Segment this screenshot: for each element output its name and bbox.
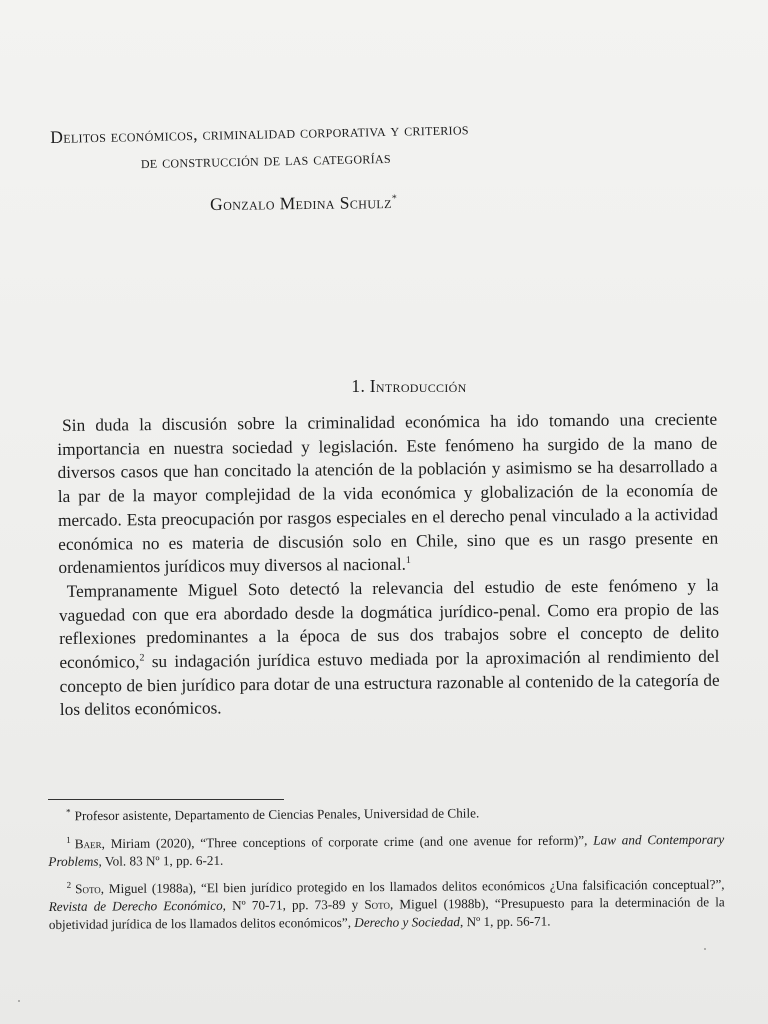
paragraph-2-text-b: su indagación jurídica estuvo mediada por la aproximación al rendimiento del concepto de bien jurídico para dotar de una estructura razonable al contenido de la categoría de los delitos económicos. [59, 646, 720, 720]
title-line-2: de construcción de las categorías [140, 146, 392, 173]
paragraph-1 [57, 408, 719, 580]
paragraph-2 [59, 574, 720, 723]
author-footnote-mark: * [391, 193, 398, 205]
footnotes [48, 799, 725, 940]
footnote-1-mark: 1 [66, 834, 71, 845]
scan-speck [18, 1000, 20, 1002]
footnote-2-journal-2: Derecho y Sociedad [354, 913, 461, 930]
author-text: Gonzalo Medina Schulz [210, 192, 392, 214]
paragraph-2-text-a: Tempranamente Miguel Soto detectó la relevancia del estudio de este fenómeno y la vaguedad con que era abordado desde la dogmática jurídico-penal. Como era propio de las reflexiones predominantes a la época de sus dos trabajos sobre el concepto de delito económico, [58, 575, 720, 673]
footnote-2-author-2: Soto [364, 896, 391, 912]
footnote-separator [48, 799, 284, 800]
author-name [210, 192, 397, 215]
footnote-2-text-a: , Miguel (1988a), “El bien jurídico protegido en los llamados delitos económicos ¿Una falsificación conceptual?”, [100, 876, 725, 897]
footnote-2-text-c: , Miguel (1988b), “Presupuesto para la determinación de la objetividad jurídica de los llamados delitos económicos”, [48, 894, 725, 932]
article-title [50, 112, 611, 178]
section-heading [0, 376, 768, 397]
paragraph-1-text: Sin duda la discusión sobre la criminalidad económica ha ido tomando una creciente importancia en nuestra sociedad y legislación. Este fenómeno ha surgido de la mano de diversos casos que han concitado la atención de la población y asimismo se ha desarrollado a la par de la mayor complejidad de la vida económica y globalización de la economía de mercado. Esta preocupación por rasgos especiales en el derecho penal vinculado a la actividad económica no es materia de discusión solo en Chile, sino que es un rasgo presente en ordenamientos jurídicos muy diversos al nacional. [57, 409, 719, 578]
footnote-2 [49, 873, 725, 934]
footnote-2-mark: 2 [66, 880, 72, 891]
footnote-star [48, 799, 724, 825]
footnote-2-journal-1: Revista de Derecho Económico [48, 897, 223, 915]
footnote-star-text: Profesor asistente, Departamento de Ciencias Penales, Universidad de Chile. [74, 805, 480, 824]
footnote-1-author: Baer [74, 835, 102, 852]
footnote-star-mark: * [66, 806, 71, 817]
footnote-2-author-1: Soto [75, 881, 101, 897]
footnote-ref-1: 1 [405, 555, 411, 567]
footnote-2-text-d: , Nº 1, pp. 56-71. [459, 913, 551, 929]
title-line-1: Delitos económicos, criminalidad corporativa y criterios [50, 118, 469, 147]
scan-speck [704, 948, 706, 950]
footnote-2-text-b: , Nº 70-71, pp. 73-89 y [222, 896, 365, 913]
footnote-1 [48, 827, 724, 870]
footnote-ref-2: 2 [139, 652, 145, 664]
section-heading-text: 1. Introducción [351, 376, 467, 396]
footnote-1-text-b: , Vol. 83 Nº 1, pp. 6-21. [98, 852, 224, 869]
body-text [57, 408, 720, 722]
footnote-1-journal: Law and Contemporary Problems [48, 831, 725, 869]
footnote-1-text-a: , Miriam (2020), “Three conceptions of corporate crime (and one avenue for reform)”, [101, 832, 594, 851]
